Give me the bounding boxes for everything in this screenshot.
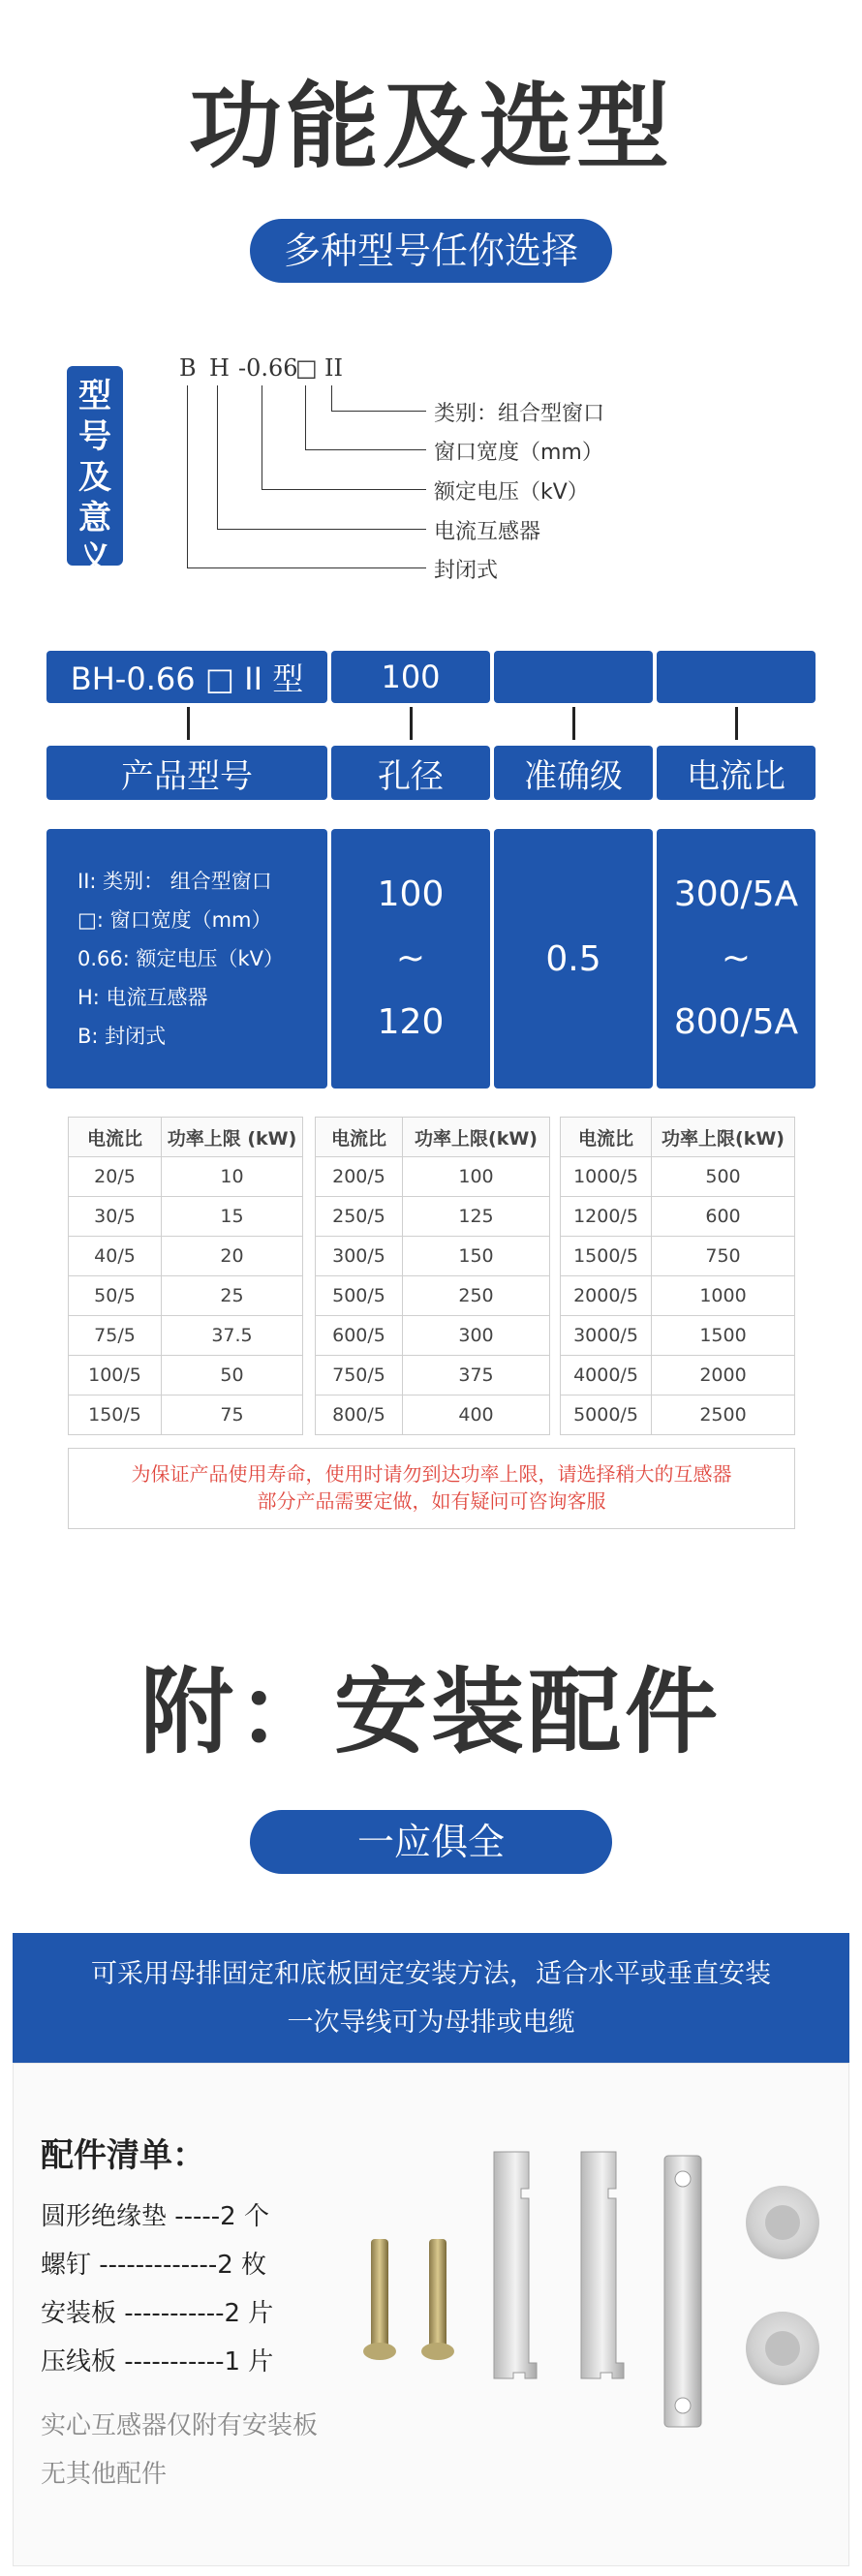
col-header: 电流比	[316, 1118, 403, 1157]
table-row: 2000/5 1000	[561, 1276, 795, 1316]
table-row: 250/5 125	[316, 1197, 550, 1237]
vlabel-char: 义	[78, 539, 111, 578]
section-title-function: 功能及选型	[189, 73, 673, 181]
screw-icon	[421, 2239, 454, 2360]
ratio-value-cell	[657, 651, 816, 703]
washer-icon	[746, 2186, 819, 2259]
table-row: 300/5 150	[316, 1237, 550, 1276]
ratio-min: 300/5A	[673, 874, 799, 914]
accuracy-value-cell	[494, 651, 653, 703]
table-row: 200/5 100	[316, 1157, 550, 1197]
legend-window-width: 窗口宽度（mm）	[434, 441, 603, 465]
screw-icon	[363, 2239, 396, 2360]
code-char-voltage: -0.66	[238, 354, 298, 382]
accessory-note: 无其他配件	[41, 2460, 168, 2489]
accessory-item-mount-plate: 安装板 -----------2 片	[41, 2299, 274, 2328]
table-row: 600/5 300	[316, 1316, 550, 1356]
model-description-cell	[46, 829, 327, 1089]
ratio-range-cell	[657, 829, 816, 1089]
vlabel-char: 号	[78, 417, 111, 456]
code-char-box: □	[295, 354, 318, 382]
code-char-b: B	[179, 354, 197, 382]
section-title-accessories: 附：安装配件	[140, 1658, 722, 1766]
accessory-item-washer: 圆形绝缘垫 -----2 个	[41, 2202, 269, 2231]
note-line: 为保证产品使用寿命，使用时请勿到达功率上限，请选择稍大的互感器	[131, 1462, 732, 1486]
accessory-item-screw: 螺钉 -------------2 枚	[41, 2251, 267, 2280]
table-row: 40/5 20	[69, 1237, 303, 1276]
table-row: 20/5 10	[69, 1157, 303, 1197]
model-meaning-label	[67, 366, 123, 578]
col-header: 电流比	[69, 1118, 162, 1157]
table-row: 800/5 400	[316, 1395, 550, 1435]
table-row: 75/5 37.5	[69, 1316, 303, 1356]
col-header: 功率上限(kW)	[652, 1118, 795, 1157]
accuracy-cell: 0.5	[494, 829, 653, 1089]
table-row: 100/5 50	[69, 1356, 303, 1395]
code-char-ii: II	[324, 354, 343, 382]
code-char-h: H	[209, 354, 230, 382]
table-row: 5000/5 2500	[561, 1395, 795, 1435]
desc-line: □: 窗口宽度（mm）	[77, 908, 272, 932]
vlabel-char: 及	[78, 458, 111, 497]
accessory-list-title: 配件清单：	[41, 2136, 205, 2175]
aperture-value-cell: 100	[331, 651, 490, 703]
usage-note	[68, 1448, 795, 1529]
desc-line: B: 封闭式	[77, 1025, 167, 1048]
accessory-item-clamp-plate: 压线板 -----------1 片	[41, 2347, 274, 2377]
mount-plate-icon	[494, 2152, 537, 2378]
table-row: 1500/5 750	[561, 1237, 795, 1276]
aperture-range-cell	[331, 829, 490, 1089]
aperture-max: 120	[377, 1002, 445, 1042]
pill-model-choice: 多种型号任你选择	[250, 219, 612, 283]
accessory-note: 实心互感器仅附有安装板	[41, 2411, 319, 2440]
spec-table-1	[68, 1117, 303, 1435]
table-row: 4000/5 2000	[561, 1356, 795, 1395]
install-banner	[13, 1933, 849, 2063]
header-product-model: 产品型号	[46, 746, 327, 800]
vlabel-char: 意	[78, 499, 111, 537]
desc-line: II: 类别： 组合型窗口	[77, 870, 272, 893]
banner-line: 一次导线可为母排或电缆	[287, 2008, 575, 2038]
spec-table-3	[560, 1117, 795, 1435]
legend-enclosed: 封闭式	[434, 559, 499, 583]
table-row: 50/5 25	[69, 1276, 303, 1316]
header-aperture: 孔径	[331, 746, 490, 800]
col-header: 功率上限(kW)	[403, 1118, 550, 1157]
accessories-illustration	[349, 2131, 833, 2450]
legend-rated-voltage: 额定电压（kV）	[434, 480, 589, 505]
clamp-plate-icon	[664, 2156, 701, 2427]
mount-plate-icon	[581, 2152, 624, 2378]
model-value-cell: BH-0.66 □ II 型	[46, 651, 327, 703]
legend-category: 类别：组合型窗口	[434, 402, 605, 426]
desc-line: 0.66: 额定电压（kV）	[77, 947, 285, 970]
desc-line: H: 电流互感器	[77, 986, 208, 1009]
header-accuracy: 准确级	[494, 746, 653, 800]
pill-complete: 一应俱全	[250, 1810, 612, 1874]
aperture-tilde: ~	[395, 938, 426, 978]
note-line: 部分产品需要定做，如有疑问可咨询客服	[257, 1489, 606, 1513]
table-row: 150/5 75	[69, 1395, 303, 1435]
aperture-min: 100	[377, 874, 445, 914]
legend-current-transformer: 电流互感器	[434, 520, 541, 544]
table-row: 1000/5 500	[561, 1157, 795, 1197]
vlabel-char: 型	[78, 377, 111, 415]
col-header: 电流比	[561, 1118, 652, 1157]
ratio-max: 800/5A	[673, 1002, 799, 1042]
table-row: 1200/5 600	[561, 1197, 795, 1237]
table-row: 30/5 15	[69, 1197, 303, 1237]
table-row: 3000/5 1500	[561, 1316, 795, 1356]
ratio-tilde: ~	[721, 938, 752, 978]
banner-line: 可采用母排固定和底板固定安装方法，适合水平或垂直安装	[91, 1959, 771, 1989]
spec-table-2	[315, 1117, 550, 1435]
header-ratio: 电流比	[657, 746, 816, 800]
table-row: 500/5 250	[316, 1276, 550, 1316]
table-row: 750/5 375	[316, 1356, 550, 1395]
washer-icon	[746, 2312, 819, 2385]
col-header: 功率上限 (kW)	[162, 1118, 303, 1157]
